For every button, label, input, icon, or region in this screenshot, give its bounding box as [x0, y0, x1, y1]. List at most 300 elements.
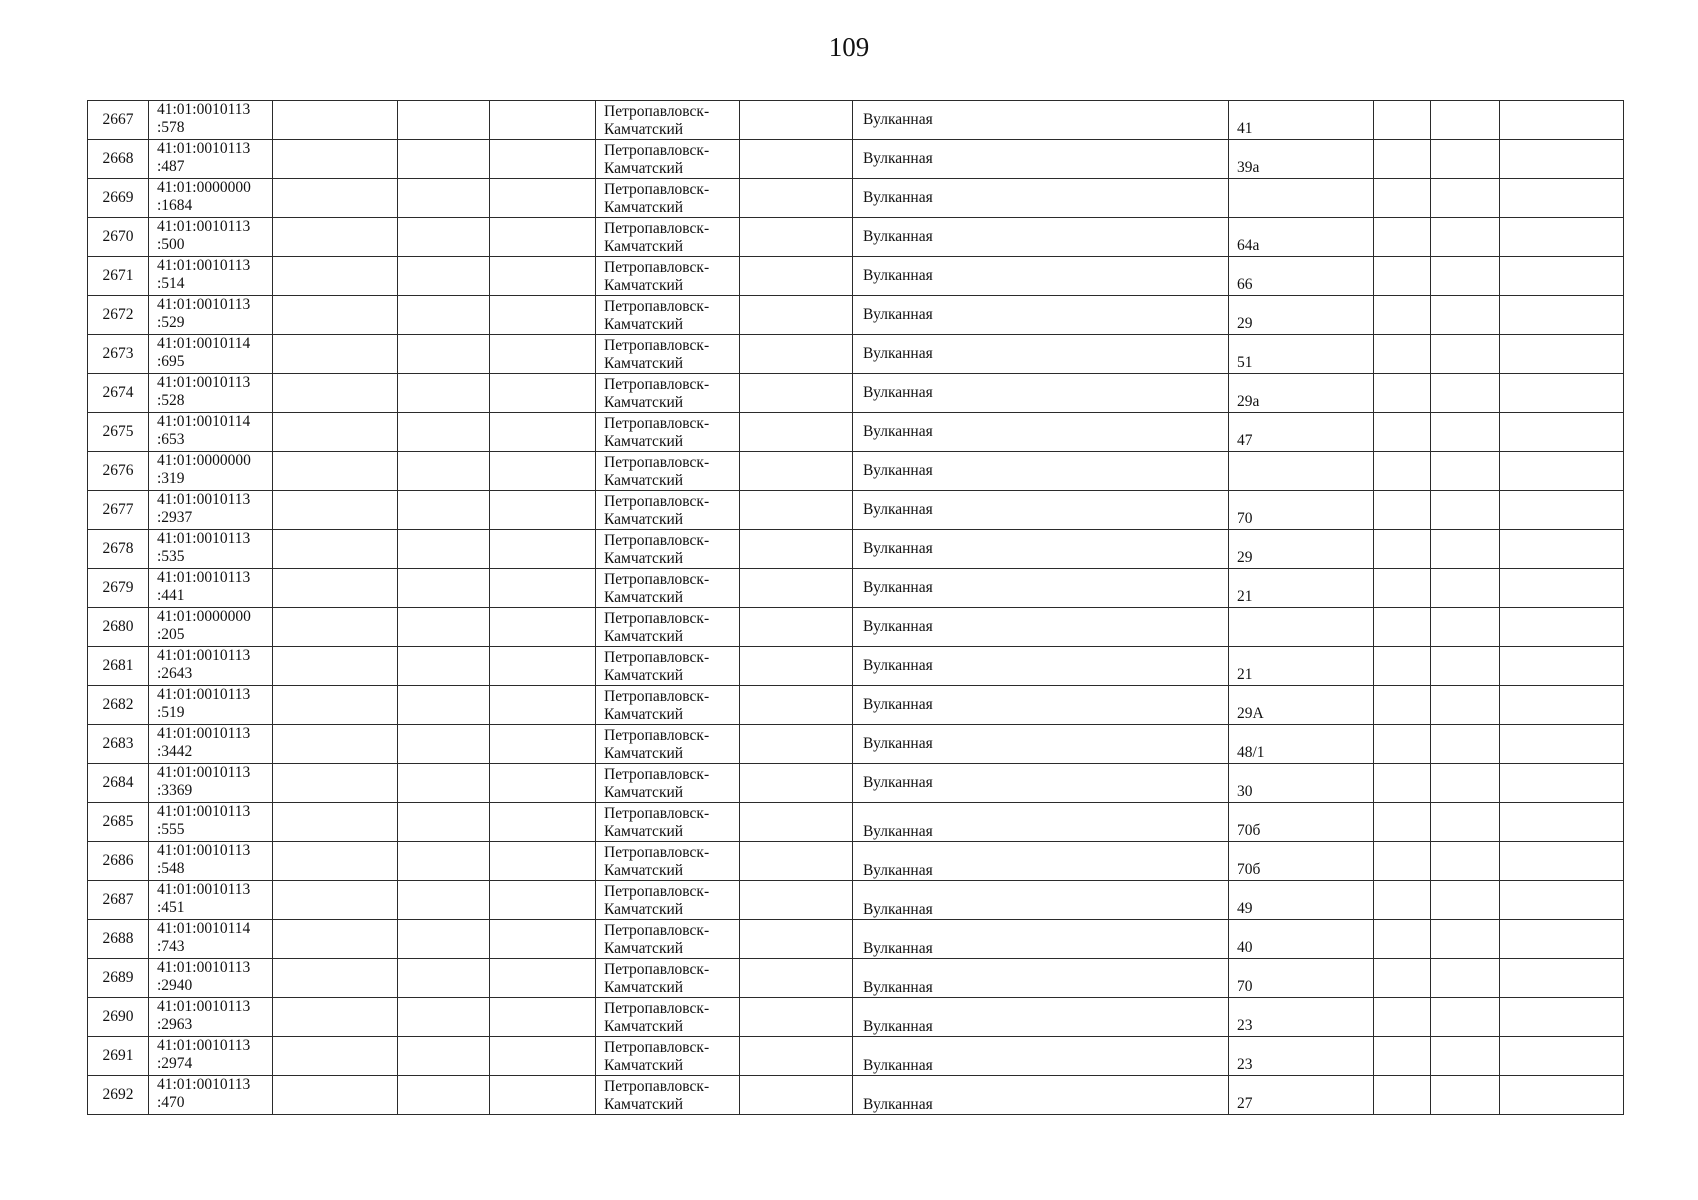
empty-cell [1374, 608, 1431, 647]
cadastral-number-line1: 41:01:0010113 [157, 764, 251, 781]
city-line2: Камчатский [604, 394, 684, 411]
table-row [88, 413, 1624, 452]
cadastral-number-line1: 41:01:0010113 [157, 647, 251, 664]
city-line1: Петропавловск- [604, 688, 710, 705]
empty-cell [1500, 101, 1624, 140]
cadastral-number-line1: 41:01:0010113 [157, 491, 251, 508]
city-line1: Петропавловск- [604, 844, 710, 861]
empty-cell [1431, 725, 1500, 764]
empty-cell [1500, 842, 1624, 881]
empty-cell [273, 842, 398, 881]
city-line2: Камчатский [604, 1057, 684, 1074]
empty-cell [1500, 374, 1624, 413]
empty-cell [740, 374, 853, 413]
cadastral-number-cell [149, 647, 273, 686]
empty-cell [740, 764, 853, 803]
cadastral-number-line2: :653 [157, 431, 185, 448]
street-cell: Вулканная [853, 803, 1229, 842]
empty-cell [1431, 1037, 1500, 1076]
city-line2: Камчатский [604, 1018, 684, 1035]
empty-cell [273, 686, 398, 725]
house-number-cell: 29А [1229, 686, 1374, 725]
empty-cell [398, 374, 490, 413]
cadastral-number-line2: :441 [157, 587, 185, 604]
empty-cell [740, 413, 853, 452]
empty-cell [490, 413, 596, 452]
empty-cell [740, 842, 853, 881]
cadastral-number-cell [149, 296, 273, 335]
empty-cell [1374, 530, 1431, 569]
city-line1: Петропавловск- [604, 649, 710, 666]
cadastral-number-line2: :3369 [157, 782, 193, 799]
empty-cell [273, 959, 398, 998]
empty-cell [273, 647, 398, 686]
row-number-cell: 2681 [88, 647, 149, 686]
empty-cell [740, 920, 853, 959]
cadastral-number-cell [149, 218, 273, 257]
city-line1: Петропавловск- [604, 142, 710, 159]
city-line2: Камчатский [604, 355, 684, 372]
row-number-cell: 2692 [88, 1076, 149, 1115]
empty-cell [1374, 998, 1431, 1037]
row-number-cell: 2684 [88, 764, 149, 803]
house-number-cell: 70б [1229, 842, 1374, 881]
table-row [88, 881, 1624, 920]
city-line2: Камчатский [604, 1096, 684, 1113]
cadastral-number-line1: 41:01:0010113 [157, 842, 251, 859]
empty-cell [273, 920, 398, 959]
cadastral-number-cell [149, 881, 273, 920]
cadastral-number-line2: :2643 [157, 665, 193, 682]
empty-cell [740, 647, 853, 686]
row-number-cell: 2672 [88, 296, 149, 335]
empty-cell [740, 530, 853, 569]
city-line1: Петропавловск- [604, 610, 710, 627]
cadastral-number-line1: 41:01:0000000 [157, 452, 251, 469]
cadastral-number-line1: 41:01:0010113 [157, 374, 251, 391]
city-cell [596, 335, 740, 374]
cadastral-number-line2: :2940 [157, 977, 193, 994]
city-line1: Петропавловск- [604, 376, 710, 393]
empty-cell [398, 959, 490, 998]
registry-body [88, 101, 1624, 1115]
cadastral-number-line1: 41:01:0010113 [157, 569, 251, 586]
empty-cell [490, 608, 596, 647]
city-cell [596, 920, 740, 959]
city-line1: Петропавловск- [604, 532, 710, 549]
empty-cell [740, 608, 853, 647]
empty-cell [490, 1037, 596, 1076]
empty-cell [1374, 842, 1431, 881]
empty-cell [490, 101, 596, 140]
table-row [88, 920, 1624, 959]
city-cell [596, 218, 740, 257]
empty-cell [398, 218, 490, 257]
city-line1: Петропавловск- [604, 1000, 710, 1017]
empty-cell [1431, 452, 1500, 491]
empty-cell [273, 803, 398, 842]
cadastral-number-cell [149, 764, 273, 803]
empty-cell [1500, 764, 1624, 803]
city-line2: Камчатский [604, 121, 684, 138]
city-line2: Камчатский [604, 589, 684, 606]
empty-cell [740, 959, 853, 998]
empty-cell [1431, 881, 1500, 920]
city-line1: Петропавловск- [604, 1078, 710, 1095]
cadastral-number-cell [149, 335, 273, 374]
cadastral-number-line1: 41:01:0010113 [157, 686, 251, 703]
cadastral-number-cell [149, 530, 273, 569]
empty-cell [398, 725, 490, 764]
city-line1: Петропавловск- [604, 922, 710, 939]
empty-cell [398, 452, 490, 491]
empty-cell [1500, 1037, 1624, 1076]
street-cell: Вулканная [853, 647, 1229, 686]
city-line1: Петропавловск- [604, 415, 710, 432]
row-number-cell: 2667 [88, 101, 149, 140]
house-number-cell: 29 [1229, 296, 1374, 335]
city-cell [596, 491, 740, 530]
empty-cell [490, 452, 596, 491]
cadastral-number-cell [149, 374, 273, 413]
cadastral-number-line1: 41:01:0010113 [157, 296, 251, 313]
cadastral-number-cell [149, 842, 273, 881]
street-cell: Вулканная [853, 335, 1229, 374]
city-line1: Петропавловск- [604, 961, 710, 978]
house-number-cell: 47 [1229, 413, 1374, 452]
cadastral-number-line2: :578 [157, 119, 185, 136]
empty-cell [1374, 413, 1431, 452]
street-cell: Вулканная [853, 725, 1229, 764]
empty-cell [490, 998, 596, 1037]
table-row [88, 803, 1624, 842]
empty-cell [1431, 413, 1500, 452]
empty-cell [490, 959, 596, 998]
cadastral-number-line2: :548 [157, 860, 185, 877]
cadastral-number-line2: :3442 [157, 743, 193, 760]
row-number-cell: 2691 [88, 1037, 149, 1076]
cadastral-number-line2: :2974 [157, 1055, 193, 1072]
cadastral-number-line2: :487 [157, 158, 185, 175]
empty-cell [398, 1076, 490, 1115]
empty-cell [1431, 140, 1500, 179]
table-row [88, 1037, 1624, 1076]
empty-cell [490, 1076, 596, 1115]
cadastral-number-cell [149, 1037, 273, 1076]
empty-cell [273, 179, 398, 218]
table-row [88, 959, 1624, 998]
empty-cell [398, 920, 490, 959]
empty-cell [740, 179, 853, 218]
city-line2: Камчатский [604, 550, 684, 567]
empty-cell [490, 920, 596, 959]
city-line1: Петропавловск- [604, 883, 710, 900]
empty-cell [398, 335, 490, 374]
empty-cell [1374, 335, 1431, 374]
page-number: 109 [828, 32, 870, 62]
empty-cell [398, 686, 490, 725]
street-cell: Вулканная [853, 842, 1229, 881]
street-cell: Вулканная [853, 452, 1229, 491]
row-number-cell: 2688 [88, 920, 149, 959]
cadastral-number-line1: 41:01:0010114 [157, 413, 251, 430]
row-number-cell: 2673 [88, 335, 149, 374]
empty-cell [398, 647, 490, 686]
row-number-cell: 2687 [88, 881, 149, 920]
empty-cell [1500, 881, 1624, 920]
city-cell [596, 998, 740, 1037]
table-row [88, 374, 1624, 413]
city-line2: Камчатский [604, 238, 684, 255]
empty-cell [1431, 218, 1500, 257]
city-cell [596, 725, 740, 764]
table-row [88, 491, 1624, 530]
city-line1: Петропавловск- [604, 571, 710, 588]
empty-cell [1374, 1076, 1431, 1115]
cadastral-number-cell [149, 998, 273, 1037]
cadastral-number-line1: 41:01:0010113 [157, 998, 251, 1015]
empty-cell [490, 725, 596, 764]
empty-cell [740, 218, 853, 257]
empty-cell [1431, 296, 1500, 335]
city-line2: Камчатский [604, 979, 684, 996]
table-row [88, 686, 1624, 725]
city-cell [596, 530, 740, 569]
empty-cell [1431, 1076, 1500, 1115]
table-row [88, 569, 1624, 608]
street-cell: Вулканная [853, 569, 1229, 608]
house-number-cell: 23 [1229, 998, 1374, 1037]
empty-cell [1374, 764, 1431, 803]
table-row [88, 452, 1624, 491]
table-row [88, 296, 1624, 335]
empty-cell [1374, 491, 1431, 530]
city-line1: Петропавловск- [604, 181, 710, 198]
city-cell [596, 842, 740, 881]
city-line1: Петропавловск- [604, 259, 710, 276]
empty-cell [1374, 959, 1431, 998]
cadastral-number-line1: 41:01:0000000 [157, 608, 251, 625]
empty-cell [273, 569, 398, 608]
table-row [88, 647, 1624, 686]
house-number-cell: 23 [1229, 1037, 1374, 1076]
city-line1: Петропавловск- [604, 298, 710, 315]
empty-cell [1374, 725, 1431, 764]
cadastral-number-line2: :500 [157, 236, 185, 253]
cadastral-number-cell [149, 179, 273, 218]
empty-cell [490, 569, 596, 608]
city-cell [596, 959, 740, 998]
street-cell: Вулканная [853, 413, 1229, 452]
empty-cell [490, 140, 596, 179]
city-line2: Камчатский [604, 745, 684, 762]
table-row [88, 1076, 1624, 1115]
city-line2: Камчатский [604, 160, 684, 177]
empty-cell [1431, 101, 1500, 140]
house-number-cell: 27 [1229, 1076, 1374, 1115]
city-cell [596, 374, 740, 413]
house-number-cell: 48/1 [1229, 725, 1374, 764]
city-line2: Камчатский [604, 823, 684, 840]
city-line1: Петропавловск- [604, 103, 710, 120]
empty-cell [1431, 764, 1500, 803]
empty-cell [490, 179, 596, 218]
empty-cell [1374, 374, 1431, 413]
street-cell: Вулканная [853, 140, 1229, 179]
cadastral-number-cell [149, 725, 273, 764]
city-cell [596, 452, 740, 491]
empty-cell [398, 569, 490, 608]
empty-cell [740, 569, 853, 608]
city-line2: Камчатский [604, 199, 684, 216]
empty-cell [1374, 140, 1431, 179]
city-cell [596, 296, 740, 335]
street-cell: Вулканная [853, 1076, 1229, 1115]
empty-cell [740, 725, 853, 764]
city-line1: Петропавловск- [604, 454, 710, 471]
cadastral-number-line1: 41:01:0010113 [157, 803, 251, 820]
city-cell [596, 647, 740, 686]
city-cell [596, 101, 740, 140]
cadastral-number-cell [149, 1076, 273, 1115]
empty-cell [1431, 608, 1500, 647]
empty-cell [490, 803, 596, 842]
empty-cell [273, 998, 398, 1037]
empty-cell [273, 218, 398, 257]
table-row [88, 140, 1624, 179]
cadastral-number-line2: :1684 [157, 197, 193, 214]
empty-cell [490, 218, 596, 257]
cadastral-number-cell [149, 413, 273, 452]
empty-cell [398, 608, 490, 647]
empty-cell [1500, 725, 1624, 764]
city-line2: Камчатский [604, 784, 684, 801]
street-cell: Вулканная [853, 218, 1229, 257]
empty-cell [1500, 686, 1624, 725]
empty-cell [1500, 959, 1624, 998]
street-cell: Вулканная [853, 686, 1229, 725]
empty-cell [740, 101, 853, 140]
empty-cell [1500, 335, 1624, 374]
empty-cell [273, 491, 398, 530]
house-number-cell [1229, 452, 1374, 491]
row-number-cell: 2675 [88, 413, 149, 452]
empty-cell [398, 413, 490, 452]
cadastral-number-line1: 41:01:0010114 [157, 920, 251, 937]
cadastral-number-cell [149, 569, 273, 608]
house-number-cell: 64а [1229, 218, 1374, 257]
empty-cell [1500, 179, 1624, 218]
row-number-cell: 2680 [88, 608, 149, 647]
empty-cell [1431, 491, 1500, 530]
empty-cell [1500, 218, 1624, 257]
city-line1: Петропавловск- [604, 805, 710, 822]
empty-cell [1500, 140, 1624, 179]
empty-cell [398, 881, 490, 920]
empty-cell [1431, 803, 1500, 842]
city-line2: Камчатский [604, 862, 684, 879]
house-number-cell: 70б [1229, 803, 1374, 842]
row-number-cell: 2676 [88, 452, 149, 491]
row-number-cell: 2677 [88, 491, 149, 530]
empty-cell [740, 1076, 853, 1115]
city-cell [596, 608, 740, 647]
city-line2: Камчатский [604, 901, 684, 918]
cadastral-number-cell [149, 452, 273, 491]
cadastral-number-line1: 41:01:0010113 [157, 140, 251, 157]
empty-cell [1431, 842, 1500, 881]
empty-cell [740, 296, 853, 335]
empty-cell [398, 842, 490, 881]
empty-cell [740, 686, 853, 725]
street-cell: Вулканная [853, 296, 1229, 335]
table-row [88, 101, 1624, 140]
table-row [88, 998, 1624, 1037]
empty-cell [490, 296, 596, 335]
empty-cell [398, 179, 490, 218]
empty-cell [273, 257, 398, 296]
empty-cell [273, 335, 398, 374]
empty-cell [398, 257, 490, 296]
empty-cell [490, 881, 596, 920]
cadastral-number-line1: 41:01:0010113 [157, 959, 251, 976]
empty-cell [1374, 686, 1431, 725]
cadastral-number-line1: 41:01:0010114 [157, 335, 251, 352]
row-number-cell: 2690 [88, 998, 149, 1037]
cadastral-number-line1: 41:01:0010113 [157, 1037, 251, 1054]
street-cell: Вулканная [853, 608, 1229, 647]
house-number-cell: 70 [1229, 491, 1374, 530]
row-number-cell: 2671 [88, 257, 149, 296]
city-line1: Петропавловск- [604, 493, 710, 510]
empty-cell [273, 296, 398, 335]
empty-cell [273, 1076, 398, 1115]
empty-cell [1431, 998, 1500, 1037]
empty-cell [273, 1037, 398, 1076]
empty-cell [273, 452, 398, 491]
registry-table [87, 100, 1624, 1115]
table-row [88, 218, 1624, 257]
house-number-cell: 66 [1229, 257, 1374, 296]
empty-cell [398, 764, 490, 803]
cadastral-number-line1: 41:01:0010113 [157, 218, 251, 235]
row-number-cell: 2670 [88, 218, 149, 257]
cadastral-number-line2: :529 [157, 314, 185, 331]
table-row [88, 179, 1624, 218]
city-cell [596, 1076, 740, 1115]
cadastral-number-line2: :470 [157, 1094, 185, 1111]
empty-cell [490, 530, 596, 569]
city-cell [596, 179, 740, 218]
empty-cell [398, 803, 490, 842]
empty-cell [1500, 530, 1624, 569]
cadastral-number-line2: :205 [157, 626, 185, 643]
house-number-cell: 41 [1229, 101, 1374, 140]
street-cell: Вулканная [853, 998, 1229, 1037]
empty-cell [273, 530, 398, 569]
city-line1: Петропавловск- [604, 727, 710, 744]
city-line2: Камчатский [604, 511, 684, 528]
house-number-cell: 29 [1229, 530, 1374, 569]
row-number-cell: 2685 [88, 803, 149, 842]
house-number-cell [1229, 608, 1374, 647]
city-cell [596, 803, 740, 842]
table-row [88, 842, 1624, 881]
house-number-cell: 21 [1229, 569, 1374, 608]
city-cell [596, 413, 740, 452]
cadastral-number-line2: :743 [157, 938, 185, 955]
empty-cell [1431, 569, 1500, 608]
